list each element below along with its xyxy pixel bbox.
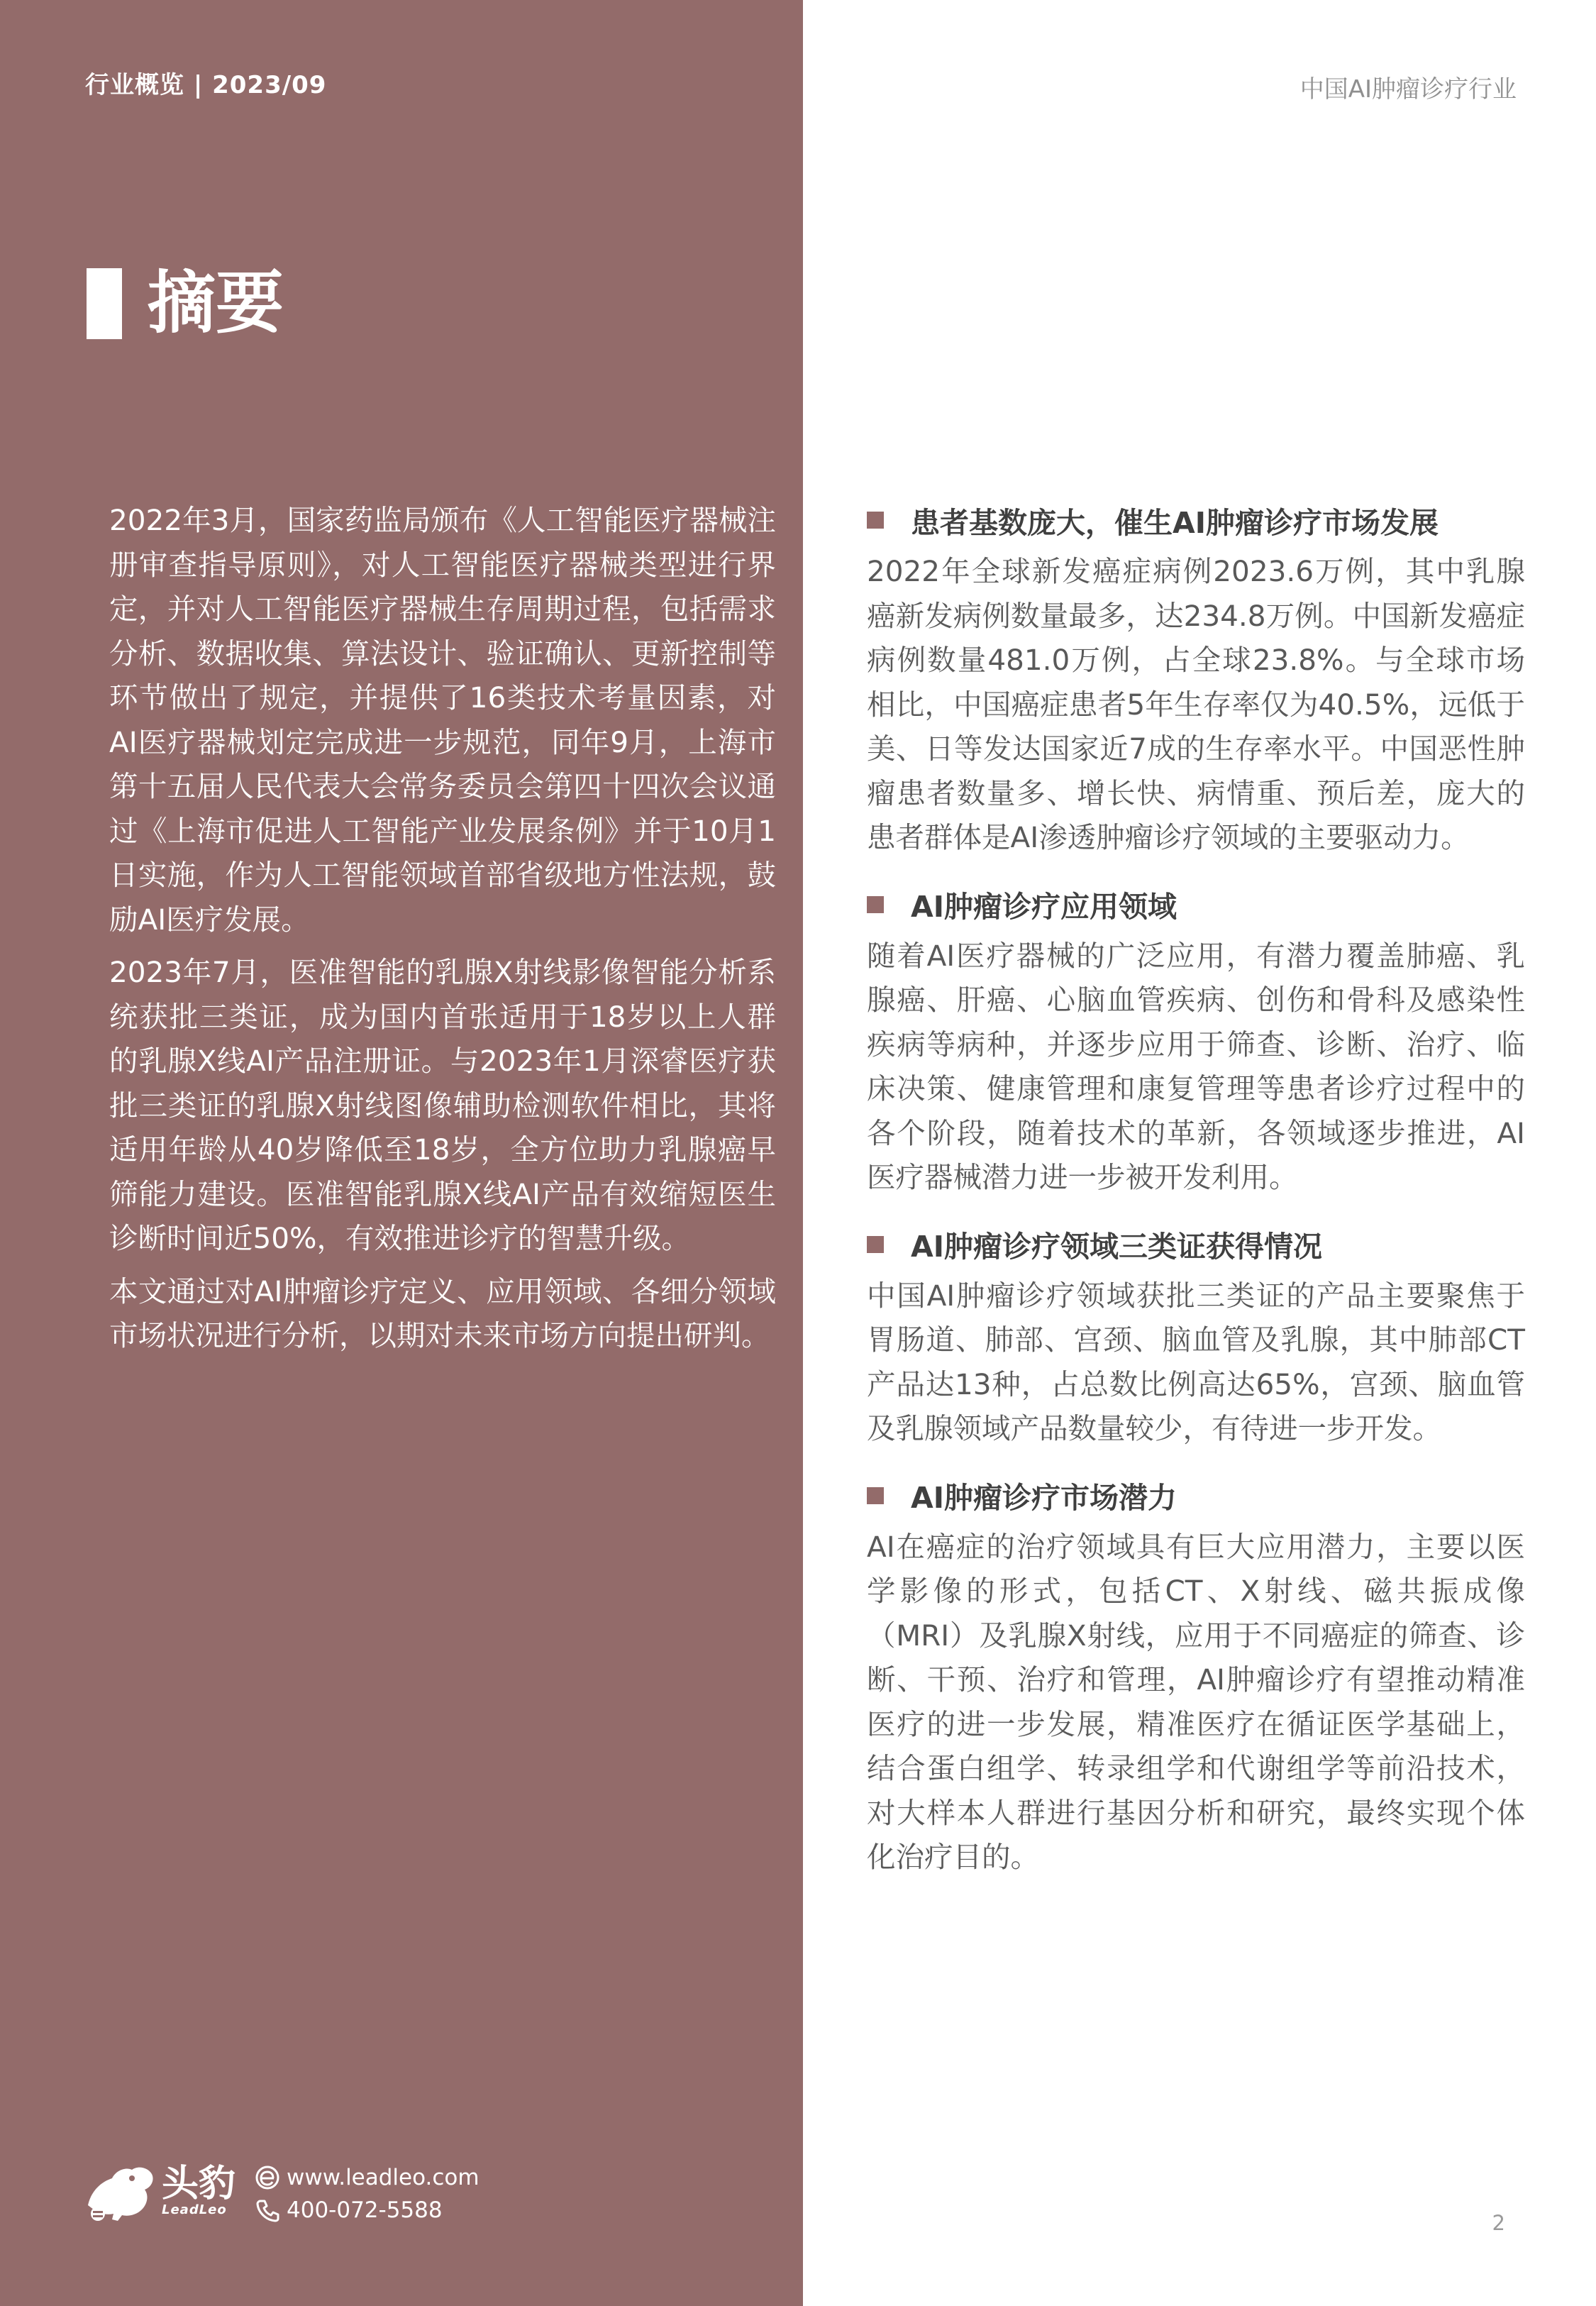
section-body: 中国AI肿瘤诊疗领域获批三类证的产品主要聚焦于胃肠道、肺部、宫颈、脑血管及乳腺，其中肺部CT产品达13种，占总数比例高达65%，宫颈、脑血管及乳腺领域产品数量较少，有待进一步开发。 (867, 1278, 1525, 1445)
section-heading: AI肿瘤诊疗市场潜力 (911, 1481, 1177, 1515)
page-title: 摘要 (148, 263, 284, 343)
title-accent-bar (87, 268, 122, 339)
phone-number: 400-072-5588 (287, 2197, 443, 2223)
section-body: AI在癌症的治疗领域具有巨大应用潜力，主要以医学影像的形式，包括CT、X射线、磁共振成像（MRI）及乳腺X射线，应用于不同癌症的筛查、诊断、干预、治疗和管理，AI肿瘤诊疗有望推动精准医疗的进一步发展，精准医疗在循证医学基础上，结合蛋白组学、转录组学和代谢组学等前沿技术，对大样本人群进行基因分析和研究，最终实现个体化治疗目的。 (867, 1529, 1525, 1874)
section-application-areas (867, 883, 1525, 1200)
section-patient-base (867, 498, 1525, 860)
section-heading: AI肿瘤诊疗领域三类证获得情况 (911, 1230, 1322, 1264)
section-heading: AI肿瘤诊疗应用领域 (911, 890, 1177, 924)
summary-paragraph-1: 2022年3月，国家药监局颁布《人工智能医疗器械注册审查指导原则》，对人工智能医疗器械类型进行界定，并对人工智能医疗器械生存周期过程，包括需求分析、数据收集、算法设计、验证确认、更新控制等环节做出了规定，并提供了16类技术考量因素，对AI医疗器械划定完成进一步规范，同年9月，上海市第十五届人民代表大会常务委员会第四十四次会议通过《上海市促进人工智能产业发展条例》并于10月1日实施，作为人工智能领域首部省级地方性法规，鼓励AI医疗发展。 (109, 503, 776, 937)
section-heading: 患者基数庞大，催生AI肿瘤诊疗市场发展 (911, 505, 1439, 540)
section-bullet-square (867, 512, 884, 529)
summary-text-block (109, 498, 776, 1367)
website-url: www.leadleo.com (287, 2165, 480, 2190)
section-body: 随着AI医疗器械的广泛应用，有潜力覆盖肺癌、乳腺癌、肝癌、心脑血管疾病、创伤和骨科及感染性疾病等病种，并逐步应用于筛查、诊断、治疗、临床决策、健康管理和康复管理等患者诊疗过程中的各个阶段，随着技术的革新，各领域逐步推进，AI医疗器械潜力进一步被开发利用。 (867, 938, 1525, 1194)
leopard-logo-icon (82, 2161, 156, 2224)
section-bullet-square (867, 1236, 884, 1253)
phone-icon (254, 2197, 281, 2224)
section-market-potential (867, 1474, 1525, 1880)
section-bullet-square (867, 896, 884, 913)
brand-name-cn: 头豹 (162, 2163, 236, 2205)
brand-name-en: LeadLeo (162, 2202, 227, 2217)
summary-paragraph-2: 2023年7月，医准智能的乳腺X射线影像智能分析系统获批三类证，成为国内首张适用于18岁以上人群的乳腺X线AI产品注册证。与2023年1月深睿医疗获批三类证的乳腺X射线图像辅助检测软件相比，其将适用年龄从40岁降低至18岁，全方位助力乳腺癌早筛能力建设。医准智能乳腺X线AI产品有效缩短医生诊断时间近50%，有效推进诊疗的智慧升级。 (109, 955, 776, 1255)
summary-paragraph-3: 本文通过对AI肿瘤诊疗定义、应用领域、各细分领域市场状况进行分析，以期对未来市场方向提出研判。 (109, 1274, 776, 1352)
key-findings-column (867, 498, 1525, 1902)
report-type-date: 行业概览 | 2023/09 (85, 71, 327, 99)
web-icon (254, 2164, 281, 2191)
report-category: 中国AI肿瘤诊疗行业 (1299, 75, 1517, 104)
section-bullet-square (867, 1487, 884, 1504)
website-link[interactable] (254, 2164, 480, 2191)
section-body: 2022年全球新发癌症病例2023.6万例，其中乳腺癌新发病例数量最多，达234.8万例。中国新发癌症病例数量481.0万例，占全球23.8%。与全球市场相比，中国癌症患者5年生存率仅为40.5%，远低于美、日等发达国家近7成的生存率水平。中国恶性肿瘤患者数量多、增长快、病情重、预后差，庞大的患者群体是AI渗透肿瘤诊疗领域的主要驱动力。 (867, 554, 1525, 854)
page-number: 2 (1492, 2211, 1505, 2235)
section-class-iii-certification (867, 1223, 1525, 1451)
phone-contact (254, 2197, 443, 2224)
